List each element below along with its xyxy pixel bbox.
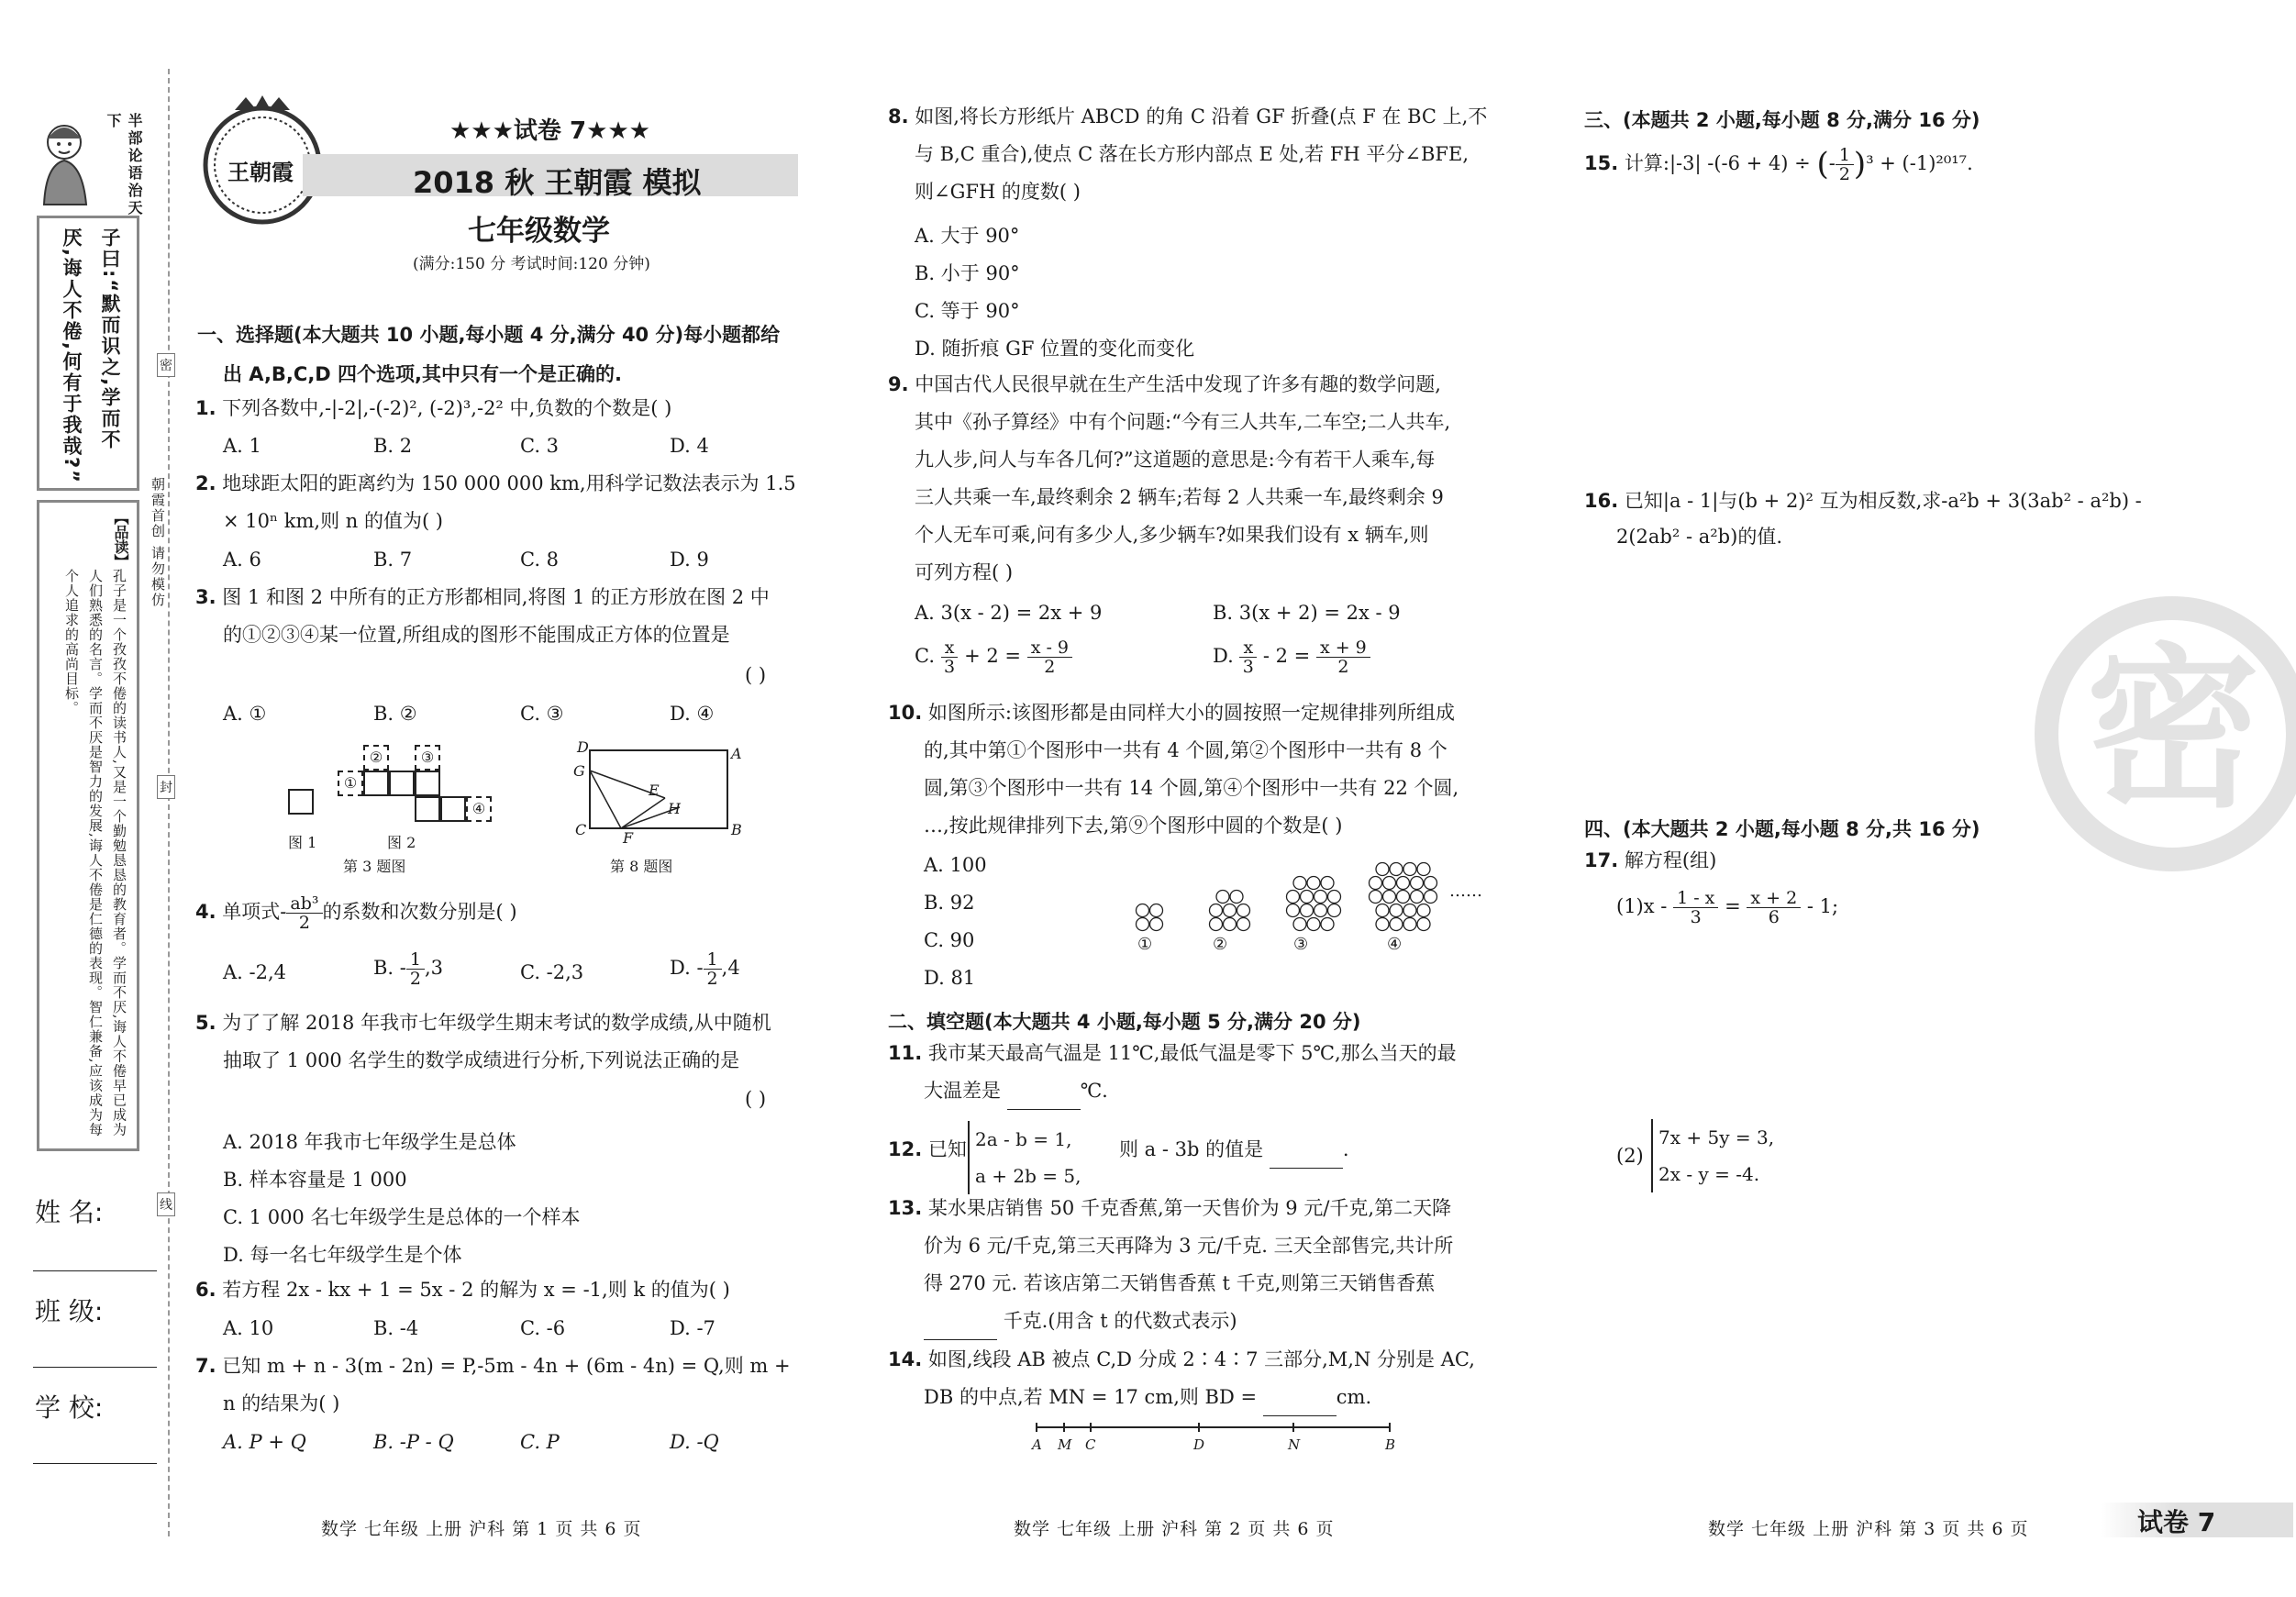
pt-A: A — [731, 745, 742, 762]
pattern-circle — [1328, 904, 1341, 917]
q16: 16. 已知|a - 1|与(b + 2)² 互为相反数,求-a²b + 3(3ab² - a²b) - — [1584, 490, 2142, 512]
pattern-circle — [1321, 918, 1334, 931]
pattern-ellipsis: …… — [1449, 882, 1482, 901]
q12-answer-blank[interactable] — [1270, 1148, 1343, 1169]
q3-option-b[interactable]: B. ② — [373, 703, 417, 725]
q6-option-a[interactable]: A. 10 — [223, 1317, 274, 1339]
q16-line2: 2(2ab² - a²b)的值. — [1616, 526, 1782, 548]
q10: 10. 如图所示:该图形都是由同样大小的圆按照一定规律排列所组成 — [888, 702, 1455, 724]
q1-option-d[interactable]: D. 4 — [670, 435, 709, 457]
q2-option-c[interactable]: C. 8 — [520, 549, 560, 571]
pattern-circle — [1150, 918, 1163, 931]
q14-line2: DB 的中点,若 MN = 17 cm,则 BD = cm. — [924, 1379, 1371, 1416]
q13: 13. 某水果店销售 50 千克香蕉,第一天售价为 9 元/千克,第二天降 — [888, 1197, 1452, 1219]
reading-label: 【品读】 — [112, 510, 129, 569]
q13-line2: 价为 6 元/千克,第三天再降为 3 元/千克. 三天全部售完,共计所 — [924, 1235, 1454, 1257]
pattern-circle — [1307, 918, 1320, 931]
q4-option-b[interactable]: B. - $\frac{1}{2}$ ,3 — [373, 949, 444, 989]
class-field[interactable] — [33, 1367, 157, 1368]
q8-line3: 则∠GFH 的度数( ) — [915, 181, 1081, 203]
fig2-label: 图 2 — [387, 834, 416, 851]
q5-option-c[interactable]: C. 1 000 名七年级学生是总体的一个样本 — [223, 1206, 581, 1228]
footer-page-2: 数学 七年级 上册 沪科 第 2 页 共 6 页 — [1014, 1519, 1335, 1539]
q2-option-d[interactable]: D. 9 — [670, 549, 709, 571]
brand-note: 朝霞首创 请勿模仿 — [150, 477, 166, 608]
pattern-circle — [1417, 863, 1430, 876]
pattern-circle — [1230, 891, 1243, 904]
seg-M: M — [1058, 1436, 1072, 1453]
pattern-circle — [1293, 918, 1306, 931]
q10-option-c[interactable]: C. 90 — [924, 929, 975, 951]
pt-E: E — [649, 782, 660, 799]
q3-option-a[interactable]: A. ① — [223, 703, 267, 725]
q1: 1. 下列各数中,-|-2|,-(-2)², (-2)³,-2² 中,负数的个数是( ) — [195, 397, 672, 419]
q11-answer-blank[interactable] — [1007, 1089, 1081, 1110]
pattern-circle — [1403, 904, 1416, 917]
pattern-circle — [1321, 877, 1334, 890]
pattern-circle — [1397, 891, 1410, 904]
pattern-circle — [1403, 918, 1416, 931]
seg-B: B — [1385, 1436, 1396, 1453]
q4: 4. 单项式- $\frac{\text{ab³}}{2}$ 的系数和次数分别是( ) — [195, 893, 517, 933]
pattern-circle — [1150, 904, 1163, 917]
pattern-circle — [1411, 877, 1424, 890]
q8-caption: 第 8 题图 — [610, 858, 673, 875]
q17-eq1: 7x + 5y = 3, — [1658, 1126, 1775, 1148]
section-1-title: 一、选择题(本大题共 10 小题,每小题 4 分,满分 40 分)每小题都给 — [197, 324, 781, 346]
pattern-circle — [1425, 891, 1437, 904]
name-label: 姓 名: — [35, 1197, 104, 1227]
q4-option-c[interactable]: C. -2,3 — [520, 961, 584, 983]
paper-label: ★★★试卷 7★★★ — [449, 117, 650, 145]
slot-4: ④ — [466, 796, 492, 822]
q8-option-c[interactable]: C. 等于 90° — [915, 300, 1020, 322]
q2-option-b[interactable]: B. 7 — [373, 549, 413, 571]
fig1-label: 图 1 — [288, 834, 317, 851]
q11-line2: 大温差是 ℃. — [924, 1072, 1108, 1110]
q3-caption: 第 3 题图 — [343, 858, 406, 875]
q1-option-b[interactable]: B. 2 — [373, 435, 413, 457]
q8-figure — [564, 734, 748, 881]
q8-line2: 与 B,C 重合),使点 C 落在长方形内部点 E 处,若 FH 平分∠BFE, — [915, 143, 1470, 165]
fig2-square — [440, 796, 466, 822]
q4-fraction: $\frac{\text{ab³}}{2}$ — [286, 894, 322, 932]
q17-system — [1651, 1119, 1774, 1192]
q9: 9. 中国古代人民很早就在生产生活中发现了许多有趣的数学问题, — [888, 373, 1441, 395]
q3: 3. 图 1 和图 2 中所有的正方形都相同,将图 1 的正方形放在图 2 中 — [195, 586, 770, 608]
corner-label: 试卷 7 — [2137, 1507, 2216, 1537]
pattern-circle — [1417, 904, 1430, 917]
pattern-circle — [1137, 904, 1149, 917]
pattern-circle — [1383, 877, 1396, 890]
pattern-circle — [1383, 891, 1396, 904]
pattern-circle — [1370, 877, 1382, 890]
q4-option-a[interactable]: A. -2,4 — [223, 961, 287, 983]
q4-option-d[interactable]: D. - $\frac{1}{2}$ ,4 — [670, 949, 740, 989]
quote-line-2: 厌,诲人不倦,何有于我哉?” — [61, 227, 83, 484]
q9-line5: 个人无车可乘,问有多少人,多少辆车?如果我们设有 x 辆车,则 — [915, 524, 1429, 546]
q10-line3: 圆,第③个图形中一共有 14 个圆,第④个图形中一共有 22 个圆, — [924, 777, 1459, 799]
pt-D: D — [577, 738, 589, 756]
pattern-circle — [1224, 918, 1237, 931]
fig2-square — [389, 771, 415, 796]
pattern-circle — [1224, 904, 1237, 917]
q10-option-d[interactable]: D. 81 — [924, 967, 976, 989]
q13-line3: 得 270 元. 若该店第二天销售香蕉 t 千克,则第三天销售香蕉 — [924, 1272, 1436, 1294]
q10-option-b[interactable]: B. 92 — [924, 892, 975, 914]
pattern-circle — [1390, 863, 1403, 876]
seal-mark-3: 线 — [157, 1192, 175, 1216]
pattern-circle — [1425, 877, 1437, 890]
q2-line2: × 10ⁿ km,则 n 的值为( ) — [223, 510, 444, 532]
class-label: 班 级: — [35, 1296, 104, 1326]
q14-answer-blank[interactable] — [1263, 1395, 1337, 1416]
watermark-seal — [2035, 596, 2296, 871]
pt-F: F — [623, 829, 634, 847]
q10-option-a[interactable]: A. 100 — [924, 854, 987, 876]
pt-H: H — [668, 800, 681, 817]
q7-option-d[interactable]: D. -Q — [670, 1431, 719, 1453]
footer-page-1: 数学 七年级 上册 沪科 第 1 页 共 6 页 — [321, 1519, 642, 1539]
q9-line2: 其中《孙子算经》中有个问题:“今有三人共车,二车空;二人共车, — [915, 411, 1451, 433]
q17-part1: (1)x - $\frac{1 - x}{3}$ = $\frac{x + 2}{6}$ - 1; — [1616, 888, 1839, 927]
q6: 6. 若方程 2x - kx + 1 = 5x - 2 的解为 x = -1,则 k 的值为( ) — [195, 1279, 730, 1301]
school-field[interactable] — [33, 1463, 157, 1464]
q17: 17. 解方程(组) — [1584, 849, 1717, 871]
pattern-circle — [1376, 918, 1389, 931]
pattern-circle — [1287, 891, 1300, 904]
pattern-circle — [1210, 904, 1223, 917]
seg-D: D — [1193, 1436, 1205, 1453]
footer-page-3: 数学 七年级 上册 沪科 第 3 页 共 6 页 — [1708, 1519, 2029, 1539]
pattern-circle — [1411, 891, 1424, 904]
q7-option-a[interactable]: A. P + Q — [223, 1431, 306, 1453]
q7-option-b[interactable]: B. -P - Q — [373, 1431, 454, 1453]
q5-line2: 抽取了 1 000 名学生的数学成绩进行分析,下列说法正确的是 — [223, 1049, 740, 1071]
q7: 7. 已知 m + n - 3(m - 2n) = P,-5m - 4n + (6m - 4n) = Q,则 m + — [195, 1355, 791, 1377]
q7-line2: n 的结果为( ) — [223, 1392, 340, 1414]
pt-C: C — [575, 821, 587, 838]
pattern-circle — [1397, 877, 1410, 890]
reading-text: 孔子是一个孜孜不倦的读书人,又是一个勤勉恳恳的教育者。学而不厌,诲人不倦早已成为人们熟悉的名言。学而不厌是智力的发展,诲人不倦是仁德的表现。智仁兼备,应该成为每个人追求的高尚目标。 — [63, 569, 128, 1137]
seal-mark-1: 密 — [157, 353, 175, 377]
q12-tail: 则 a - 3b 的值是 . — [1119, 1131, 1349, 1169]
q9-line6: 可列方程( ) — [915, 561, 1014, 583]
q1-option-c[interactable]: C. 3 — [520, 435, 560, 457]
pattern-label-1: ① — [1137, 935, 1153, 954]
exam-meta: (满分:150 分 考试时间:120 分钟) — [413, 255, 650, 273]
motto-top: 半部论语治天下 — [105, 113, 143, 217]
sidebar-divider — [168, 69, 170, 1536]
seg-A: A — [1032, 1436, 1042, 1453]
pattern-circle — [1287, 904, 1300, 917]
q9-line4: 三人共乘一车,最终剩余 2 辆车;若每 2 人共乘一车,最终剩余 9 — [915, 486, 1444, 508]
q9-option-b[interactable]: B. 3(x + 2) = 2x - 9 — [1213, 602, 1401, 624]
q8: 8. 如图,将长方形纸片 ABCD 的角 C 沿着 GF 折叠(点 F 在 BC 上,不 — [888, 105, 1488, 128]
q15: 15. 计算:|-3| -(-6 + 4) ÷ (- $\frac{1}{2}$ )³ + (-1)²⁰¹⁷. — [1584, 145, 1973, 184]
watermark-char: 密 — [2086, 628, 2261, 831]
pattern-circle — [1376, 863, 1389, 876]
pattern-circle — [1403, 863, 1416, 876]
q3-line2: 的①②③④某一位置,所组成的图形不能围成正方体的位置是 — [223, 624, 730, 646]
pattern-circle — [1301, 904, 1314, 917]
q12-eq1: 2a - b = 1, — [975, 1128, 1072, 1150]
pattern-circle — [1293, 877, 1306, 890]
q10-line2: 的,其中第①个图形中一共有 4 个圆,第②个图形中一共有 8 个 — [924, 739, 1447, 761]
pt-B: B — [731, 821, 742, 838]
q6-option-c[interactable]: C. -6 — [520, 1317, 566, 1339]
section-1-title-cont: 出 A,B,C,D 四个选项,其中只有一个是正确的. — [223, 363, 623, 385]
pattern-circle — [1237, 918, 1250, 931]
q9-line3: 九人步,问人与车各几何?”这道题的意思是:今有若干人乘车,每 — [915, 449, 1436, 471]
fig2-square — [363, 771, 389, 796]
slot-1: ① — [338, 771, 363, 796]
slot-3: ③ — [415, 745, 440, 771]
pattern-label-3: ③ — [1293, 935, 1309, 954]
sidebar — [29, 105, 147, 1160]
q5-option-d[interactable]: D. 每一名七年级学生是个体 — [223, 1244, 462, 1266]
q8-option-a[interactable]: A. 大于 90° — [915, 225, 1020, 247]
quote-box — [37, 216, 139, 491]
exam-title: 2018 秋 王朝霞 模拟 — [413, 165, 702, 200]
confucius-avatar-icon — [33, 115, 97, 206]
q17-eq2: 2x - y = -4. — [1658, 1163, 1760, 1185]
pattern-label-2: ② — [1213, 935, 1228, 954]
q5-option-b[interactable]: B. 样本容量是 1 000 — [223, 1169, 407, 1191]
pattern-circle — [1328, 891, 1341, 904]
q9-option-a[interactable]: A. 3(x - 2) = 2x + 9 — [915, 602, 1103, 624]
segment-line — [1032, 1420, 1399, 1438]
q6-option-d[interactable]: D. -7 — [670, 1317, 715, 1339]
q10-line4: …,按此规律排列下去,第⑨个图形中圆的个数是( ) — [924, 815, 1343, 837]
q2-option-a[interactable]: A. 6 — [223, 549, 261, 571]
seg-N: N — [1288, 1436, 1301, 1453]
quote-line-1: 子曰:“默而识之,学而不 — [99, 227, 121, 451]
pattern-circle — [1390, 918, 1403, 931]
q13-answer-blank[interactable] — [924, 1319, 997, 1340]
pattern-circle — [1216, 891, 1229, 904]
logo-text: 王朝霞 — [227, 159, 294, 185]
q5-paren: ( ) — [745, 1088, 767, 1110]
section-4-title: 四、(本大题共 2 小题,每小题 8 分,共 16 分) — [1584, 818, 1980, 840]
fig2-square — [415, 796, 440, 822]
q5: 5. 为了了解 2018 年我市七年级学生期末考试的数学成绩,从中随机 — [195, 1012, 771, 1034]
pattern-circle — [1137, 918, 1149, 931]
name-field[interactable] — [33, 1270, 157, 1271]
section-3-title: 三、(本题共 2 小题,每小题 8 分,满分 16 分) — [1584, 109, 1980, 131]
fig1-square — [288, 789, 314, 815]
q2: 2. 地球距太阳的距离约为 150 000 000 km,用科学记数法表示为 1.5 — [195, 472, 796, 494]
reading-box — [37, 500, 139, 1151]
pattern-circle — [1314, 904, 1327, 917]
q1-option-a[interactable]: A. 1 — [223, 435, 261, 457]
pattern-circle — [1376, 904, 1389, 917]
pattern-circle — [1417, 918, 1430, 931]
q12-system — [968, 1121, 1081, 1194]
seal-mark-2: 封 — [157, 775, 175, 799]
pt-G: G — [573, 762, 585, 780]
q3-paren: ( ) — [745, 664, 767, 686]
q12: 12. 已知 — [888, 1138, 967, 1160]
pattern-label-4: ④ — [1387, 935, 1403, 954]
slot-2: ② — [363, 745, 389, 771]
q9-option-d[interactable]: D. $\frac{x}{3}$ - 2 = $\frac{x + 9}{2}$ — [1213, 638, 1370, 676]
q12-eq2: a + 2b = 5, — [975, 1165, 1081, 1187]
q17-part2-label: (2) — [1616, 1145, 1644, 1167]
school-label: 学 校: — [35, 1392, 104, 1423]
q9-option-c[interactable]: C. $\frac{x}{3}$ + 2 = $\frac{x - 9}{2}$ — [915, 638, 1072, 676]
q11: 11. 我市某天最高气温是 11℃,最低气温是零下 5℃,那么当天的最 — [888, 1042, 1457, 1064]
q3-figure — [275, 738, 550, 885]
seg-C: C — [1085, 1436, 1096, 1453]
q8-option-d[interactable]: D. 随折痕 GF 位置的变化而变化 — [915, 338, 1195, 360]
q3-option-d[interactable]: D. ④ — [670, 703, 715, 725]
q5-option-a[interactable]: A. 2018 年我市七年级学生是总体 — [223, 1131, 516, 1153]
pattern-circle — [1301, 891, 1314, 904]
pattern-circle — [1237, 904, 1250, 917]
q13-line4: 千克.(用含 t 的代数式表示) — [924, 1303, 1237, 1340]
q8-option-b[interactable]: B. 小于 90° — [915, 262, 1020, 284]
pattern-circle — [1370, 891, 1382, 904]
pattern-circle — [1210, 918, 1223, 931]
q10-figure — [1128, 858, 1514, 959]
pattern-circle — [1314, 891, 1327, 904]
fig2-square — [415, 771, 440, 796]
pattern-circle — [1390, 904, 1403, 917]
pattern-circle — [1307, 877, 1320, 890]
q14-segment — [1032, 1420, 1399, 1457]
q7-option-c[interactable]: C. P — [520, 1431, 560, 1453]
exam-subtitle: 七年级数学 — [468, 215, 610, 248]
q3-option-c[interactable]: C. ③ — [520, 703, 564, 725]
q14: 14. 如图,线段 AB 被点 C,D 分成 2∶4∶7 三部分,M,N 分别是 AC, — [888, 1348, 1475, 1370]
q6-option-b[interactable]: B. -4 — [373, 1317, 419, 1339]
section-2-title: 二、填空题(本大题共 4 小题,每小题 5 分,满分 20 分) — [888, 1011, 1361, 1033]
